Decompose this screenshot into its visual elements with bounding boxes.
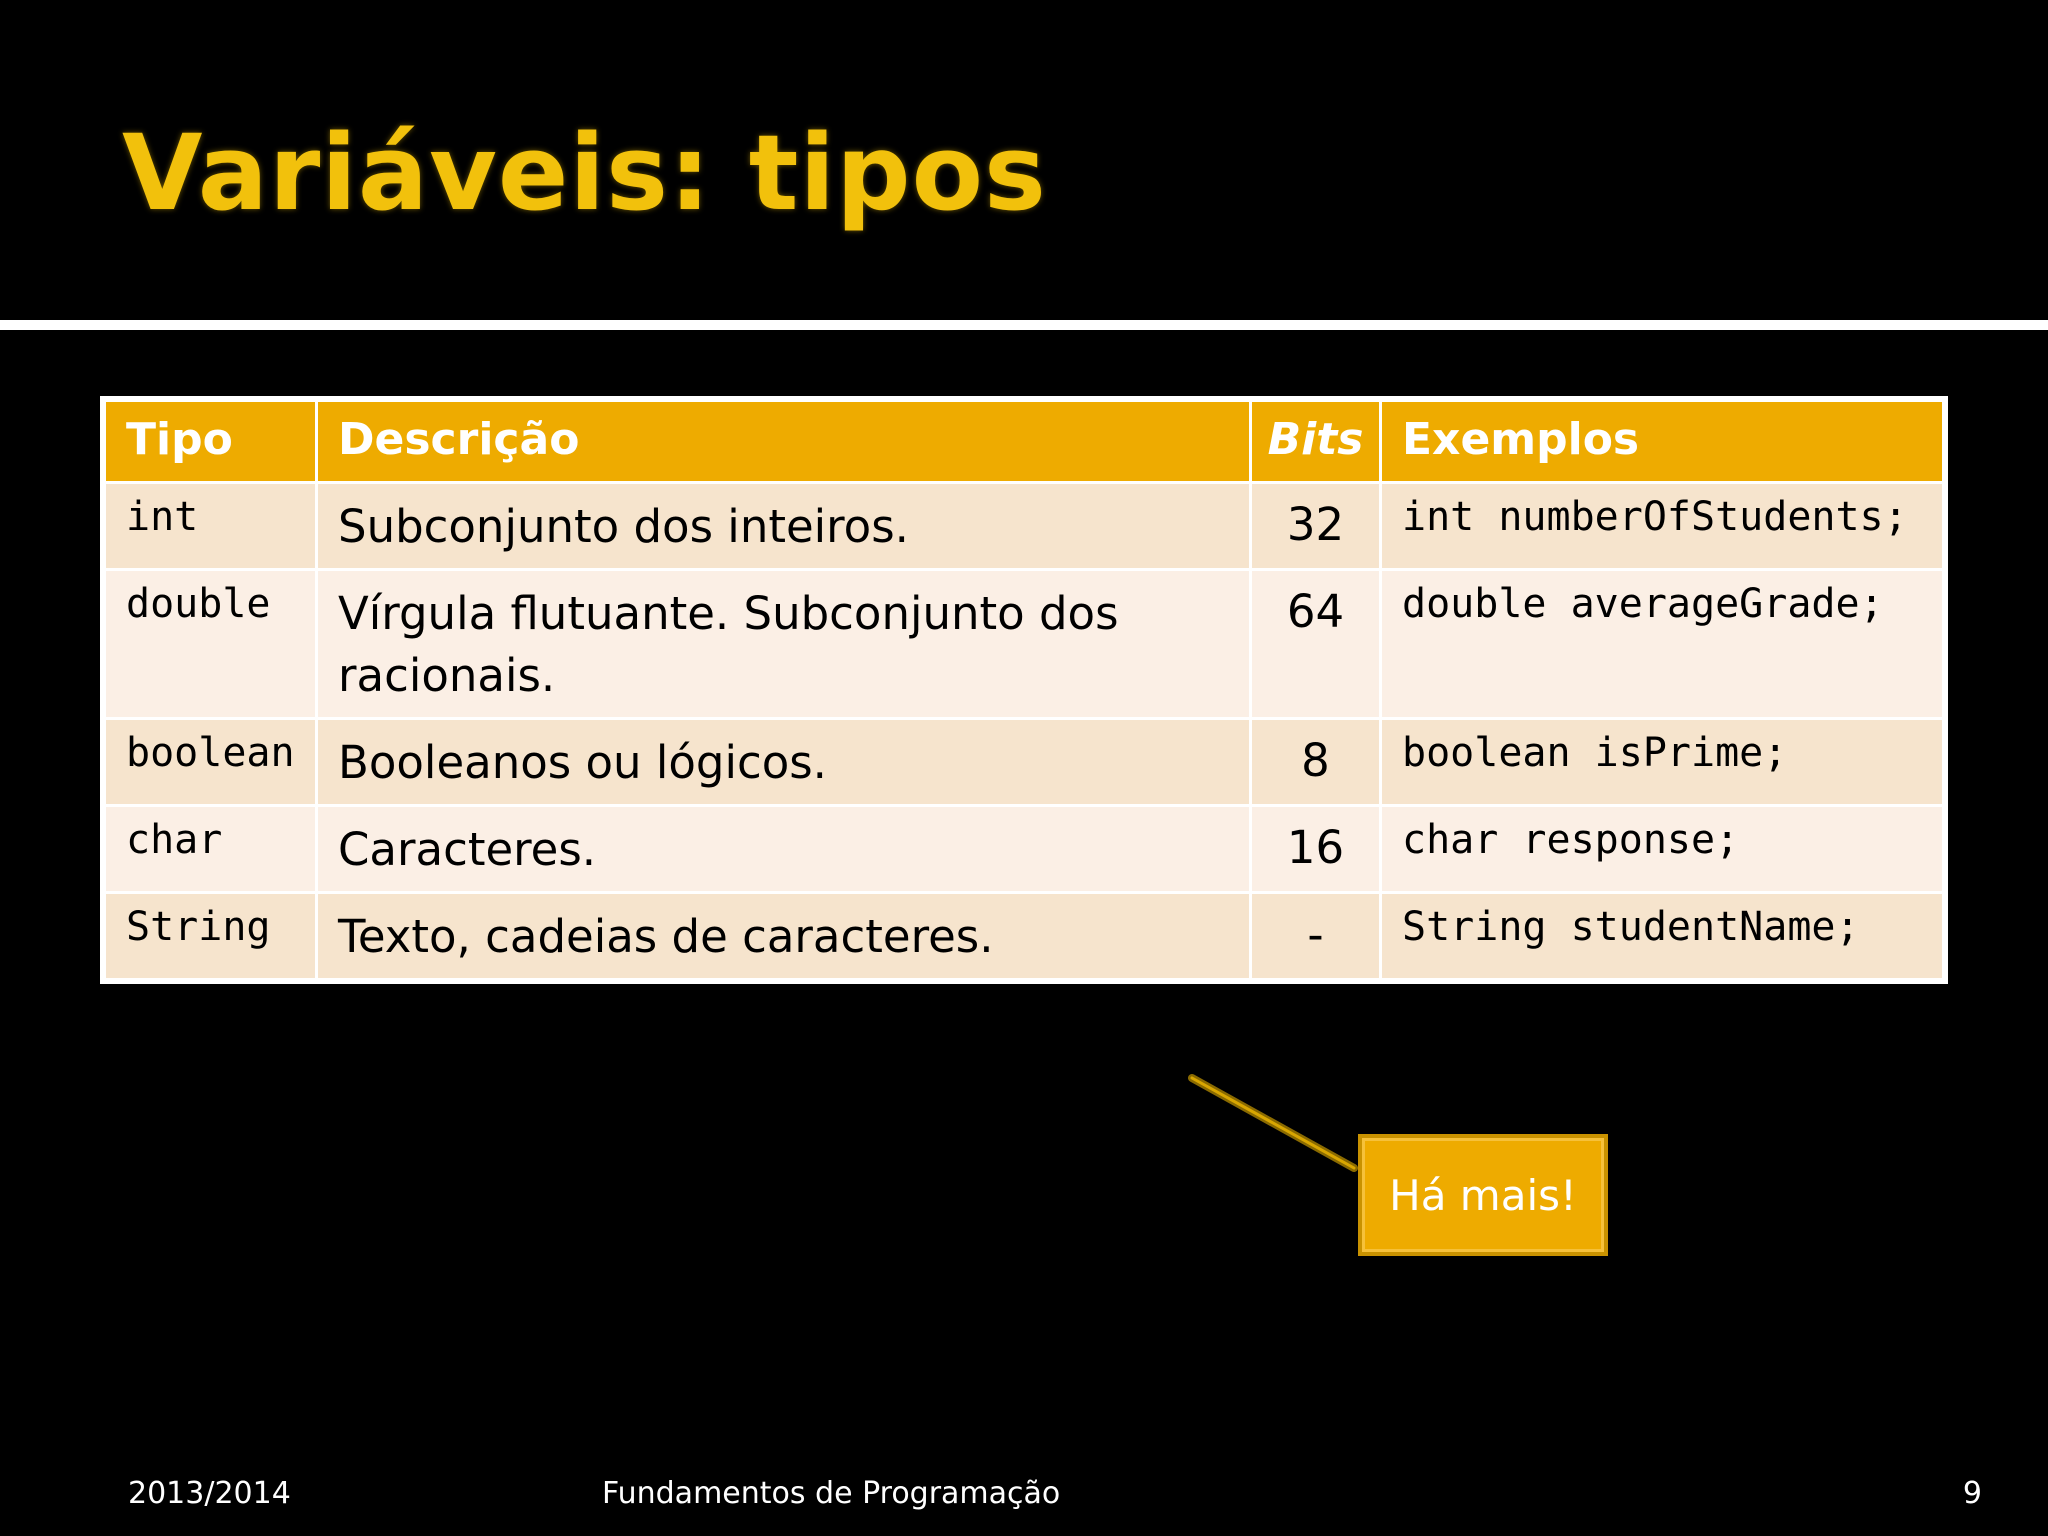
cell-exemplo: int numberOfStudents; [1381,483,1944,570]
header-bits: Bits [1251,401,1381,483]
table-row [105,893,1944,980]
footer-course: Fundamentos de Programação [602,1476,1061,1511]
cell-exemplo: double averageGrade; [1381,570,1944,719]
cell-descricao: Booleanos ou lógicos. [317,719,1251,806]
cell-descricao: Subconjunto dos inteiros. [317,483,1251,570]
callout-box [1358,1134,1608,1256]
footer-year: 2013/2014 [128,1476,291,1511]
cell-descricao: Texto, cadeias de caracteres. [317,893,1251,980]
cell-descricao: Caracteres. [317,806,1251,893]
cell-exemplo: boolean isPrime; [1381,719,1944,806]
cell-bits: 64 [1251,570,1381,719]
slide-title: Variáveis: tipos [122,112,1047,234]
cell-bits: 16 [1251,806,1381,893]
table-row [105,483,1944,570]
cell-tipo: char [105,806,317,893]
table-row [105,570,1944,719]
table-header-row [105,401,1944,483]
footer-page-number: 9 [1962,1476,1982,1511]
cell-bits: - [1251,893,1381,980]
cell-exemplo: String studentName; [1381,893,1944,980]
cell-exemplo: char response; [1381,806,1944,893]
cell-tipo: double [105,570,317,719]
types-table [100,396,1948,984]
cell-bits: 32 [1251,483,1381,570]
title-divider [0,320,2048,330]
cell-tipo: boolean [105,719,317,806]
table-row [105,719,1944,806]
header-descricao: Descrição [317,401,1251,483]
callout-text: Há mais! [1389,1170,1577,1220]
header-tipo: Tipo [105,401,317,483]
table-row [105,806,1944,893]
cell-tipo: int [105,483,317,570]
header-exemplos: Exemplos [1381,401,1944,483]
cell-descricao: Vírgula flutuante. Subconjunto dos racionais. [317,570,1251,719]
cell-bits: 8 [1251,719,1381,806]
cell-tipo: String [105,893,317,980]
